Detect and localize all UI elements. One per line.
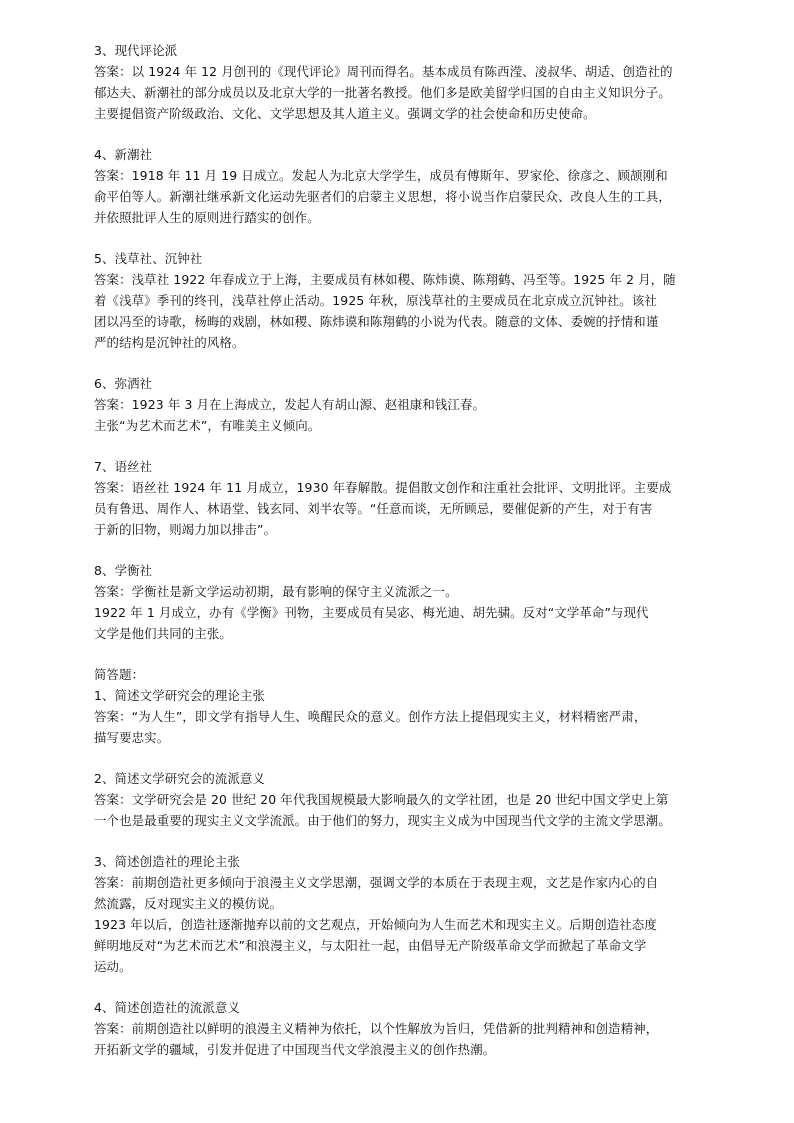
answer-line: 1923 年以后，创造社逐渐抛弃以前的文艺观点，开始倾向为人生而艺术和现实主义。后期创造社态度 <box>94 917 657 932</box>
section-title: 3、现代评论派 <box>94 43 178 58</box>
question-title: 1、简述文学研究会的理论主张 <box>94 688 266 703</box>
answer-line: 答案：学衡社是新文学运动初期，最有影响的保守主义流派之一。 <box>94 584 458 599</box>
section-modern-review <box>94 40 724 124</box>
answer-line: 答案：语丝社 1924 年 11 月成立，1930 年春解散。提倡散文创作和注重社会批评、文明批评。主要成 <box>94 480 672 495</box>
answer-line: 于新的旧物，则竭力加以排击”。 <box>94 522 277 537</box>
answer-line: 并依照批评人生的原则进行踏实的创作。 <box>94 210 320 225</box>
answer-line: 主张“为艺术而艺术”，有唯美主义倾向。 <box>94 418 321 433</box>
answer-line: 团以冯至的诗歌，杨晦的戏剧，林如稷、陈炜谟和陈翔鹤的小说为代表。随意的文体、委婉的抒情和谨 <box>94 314 659 329</box>
section-title: 7、语丝社 <box>94 459 153 474</box>
spacer <box>94 748 724 768</box>
section-title: 4、新潮社 <box>94 147 153 162</box>
answer-line: 答案：1918 年 11 月 19 日成立。发起人为北京大学学生，成员有傅斯年、罗家伦、徐彦之、顾颉刚和 <box>94 168 668 183</box>
short-section-chuangzao-theory <box>94 851 724 977</box>
answer-line: 文学是他们共同的主张。 <box>94 626 232 641</box>
answer-line: 1922 年 1 月成立，办有《学衡》刊物，主要成员有吴宓、梅光迪、胡先骕。反对“文学革命”与现代 <box>94 605 649 620</box>
answer-line: 员有鲁迅、周作人、林语堂、钱玄同、刘半农等。“任意而谈，无所顾忌，要催促新的产生，对于有害 <box>94 501 653 516</box>
answer-line: 俞平伯等人。新潮社继承新文化运动先驱者们的启蒙主义思想，将小说当作启蒙民众、改良人生的工具， <box>94 189 671 204</box>
answer-line: 主要提倡资产阶级政治、文化、文学思想及其人道主义。强调文学的社会使命和历史使命。 <box>94 106 596 121</box>
section-title: 5、浅草社、沉钟社 <box>94 251 203 266</box>
section-xueheng <box>94 560 724 644</box>
section-xinchao <box>94 144 724 228</box>
answer-line: 严的结构是沉钟社的风格。 <box>94 335 245 350</box>
spacer <box>94 831 724 851</box>
spacer <box>94 644 724 664</box>
short-section-wenxue-significance <box>94 768 724 831</box>
answer-line: 一个也是最重要的现实主义文学流派。由于他们的努力，现实主义成为中国现当代文学的主流文学思潮。 <box>94 813 671 828</box>
spacer <box>94 353 724 373</box>
spacer <box>94 124 724 144</box>
section-misa <box>94 373 724 436</box>
answer-line: 答案：文学研究会是 20 世纪 20 年代我国规模最大影响最久的文学社团，也是 20 世纪中国文学史上第 <box>94 792 669 807</box>
document-page <box>94 40 724 1060</box>
answer-line: 答案：前期创造社以鲜明的浪漫主义精神为依托，以个性解放为旨归，凭借新的批判精神和创造精神， <box>94 1021 659 1036</box>
answer-line: 运动。 <box>94 959 132 974</box>
answer-line: 鲜明地反对“为艺术而艺术”和浪漫主义，与太阳社一起，由倡导无产阶级革命文学而掀起了革命文学 <box>94 938 647 953</box>
short-section-chuangzao-significance <box>94 997 724 1060</box>
section-title: 6、弥洒社 <box>94 376 153 391</box>
answer-line: 答案：“为人生”，即文学有指导人生、唤醒民众的意义。创作方法上提倡现实主义，材料精密严肃， <box>94 709 647 724</box>
answer-line: 答案：前期创造社更多倾向于浪漫主义文学思潮，强调文学的本质在于表现主观，文艺是作家内心的自 <box>94 875 659 890</box>
answer-line: 开拓新文学的疆域，引发并促进了中国现当代文学浪漫主义的创作热潮。 <box>94 1042 496 1057</box>
answer-line: 着《浅草》季刊的终刊，浅草社停止活动。1925 年秋，原浅草社的主要成员在北京成立沉钟社。该社 <box>94 293 657 308</box>
short-answer-heading: 简答题： <box>94 667 145 682</box>
question-title: 2、简述文学研究会的流派意义 <box>94 771 266 786</box>
question-title: 3、简述创造社的理论主张 <box>94 854 240 869</box>
short-section-wenxue-theory <box>94 685 724 748</box>
section-yusi <box>94 456 724 540</box>
answer-line: 描写要忠实。 <box>94 730 170 745</box>
answer-line: 答案：以 1924 年 12 月创刊的《现代评论》周刊而得名。基本成员有陈西滢、凌叔华、胡适、创造社的 <box>94 64 673 79</box>
section-title: 8、学衡社 <box>94 563 153 578</box>
answer-line: 答案：1923 年 3 月在上海成立，发起人有胡山源、赵祖康和钱江春。 <box>94 397 486 412</box>
spacer <box>94 228 724 248</box>
spacer <box>94 540 724 560</box>
answer-line: 郁达夫、新潮社的部分成员以及北京大学的一批著名教授。他们多是欧美留学归国的自由主义知识分子。 <box>94 85 671 100</box>
answer-line: 然流露，反对现实主义的模仿说。 <box>94 896 283 911</box>
section-qiancao-chenzhong <box>94 248 724 353</box>
spacer <box>94 977 724 997</box>
answer-line: 答案：浅草社 1922 年春成立于上海，主要成员有林如稷、陈炜谟、陈翔鹤、冯至等。1925 年 2 月，随 <box>94 272 676 287</box>
question-title: 4、简述创造社的流派意义 <box>94 1000 240 1015</box>
spacer <box>94 436 724 456</box>
